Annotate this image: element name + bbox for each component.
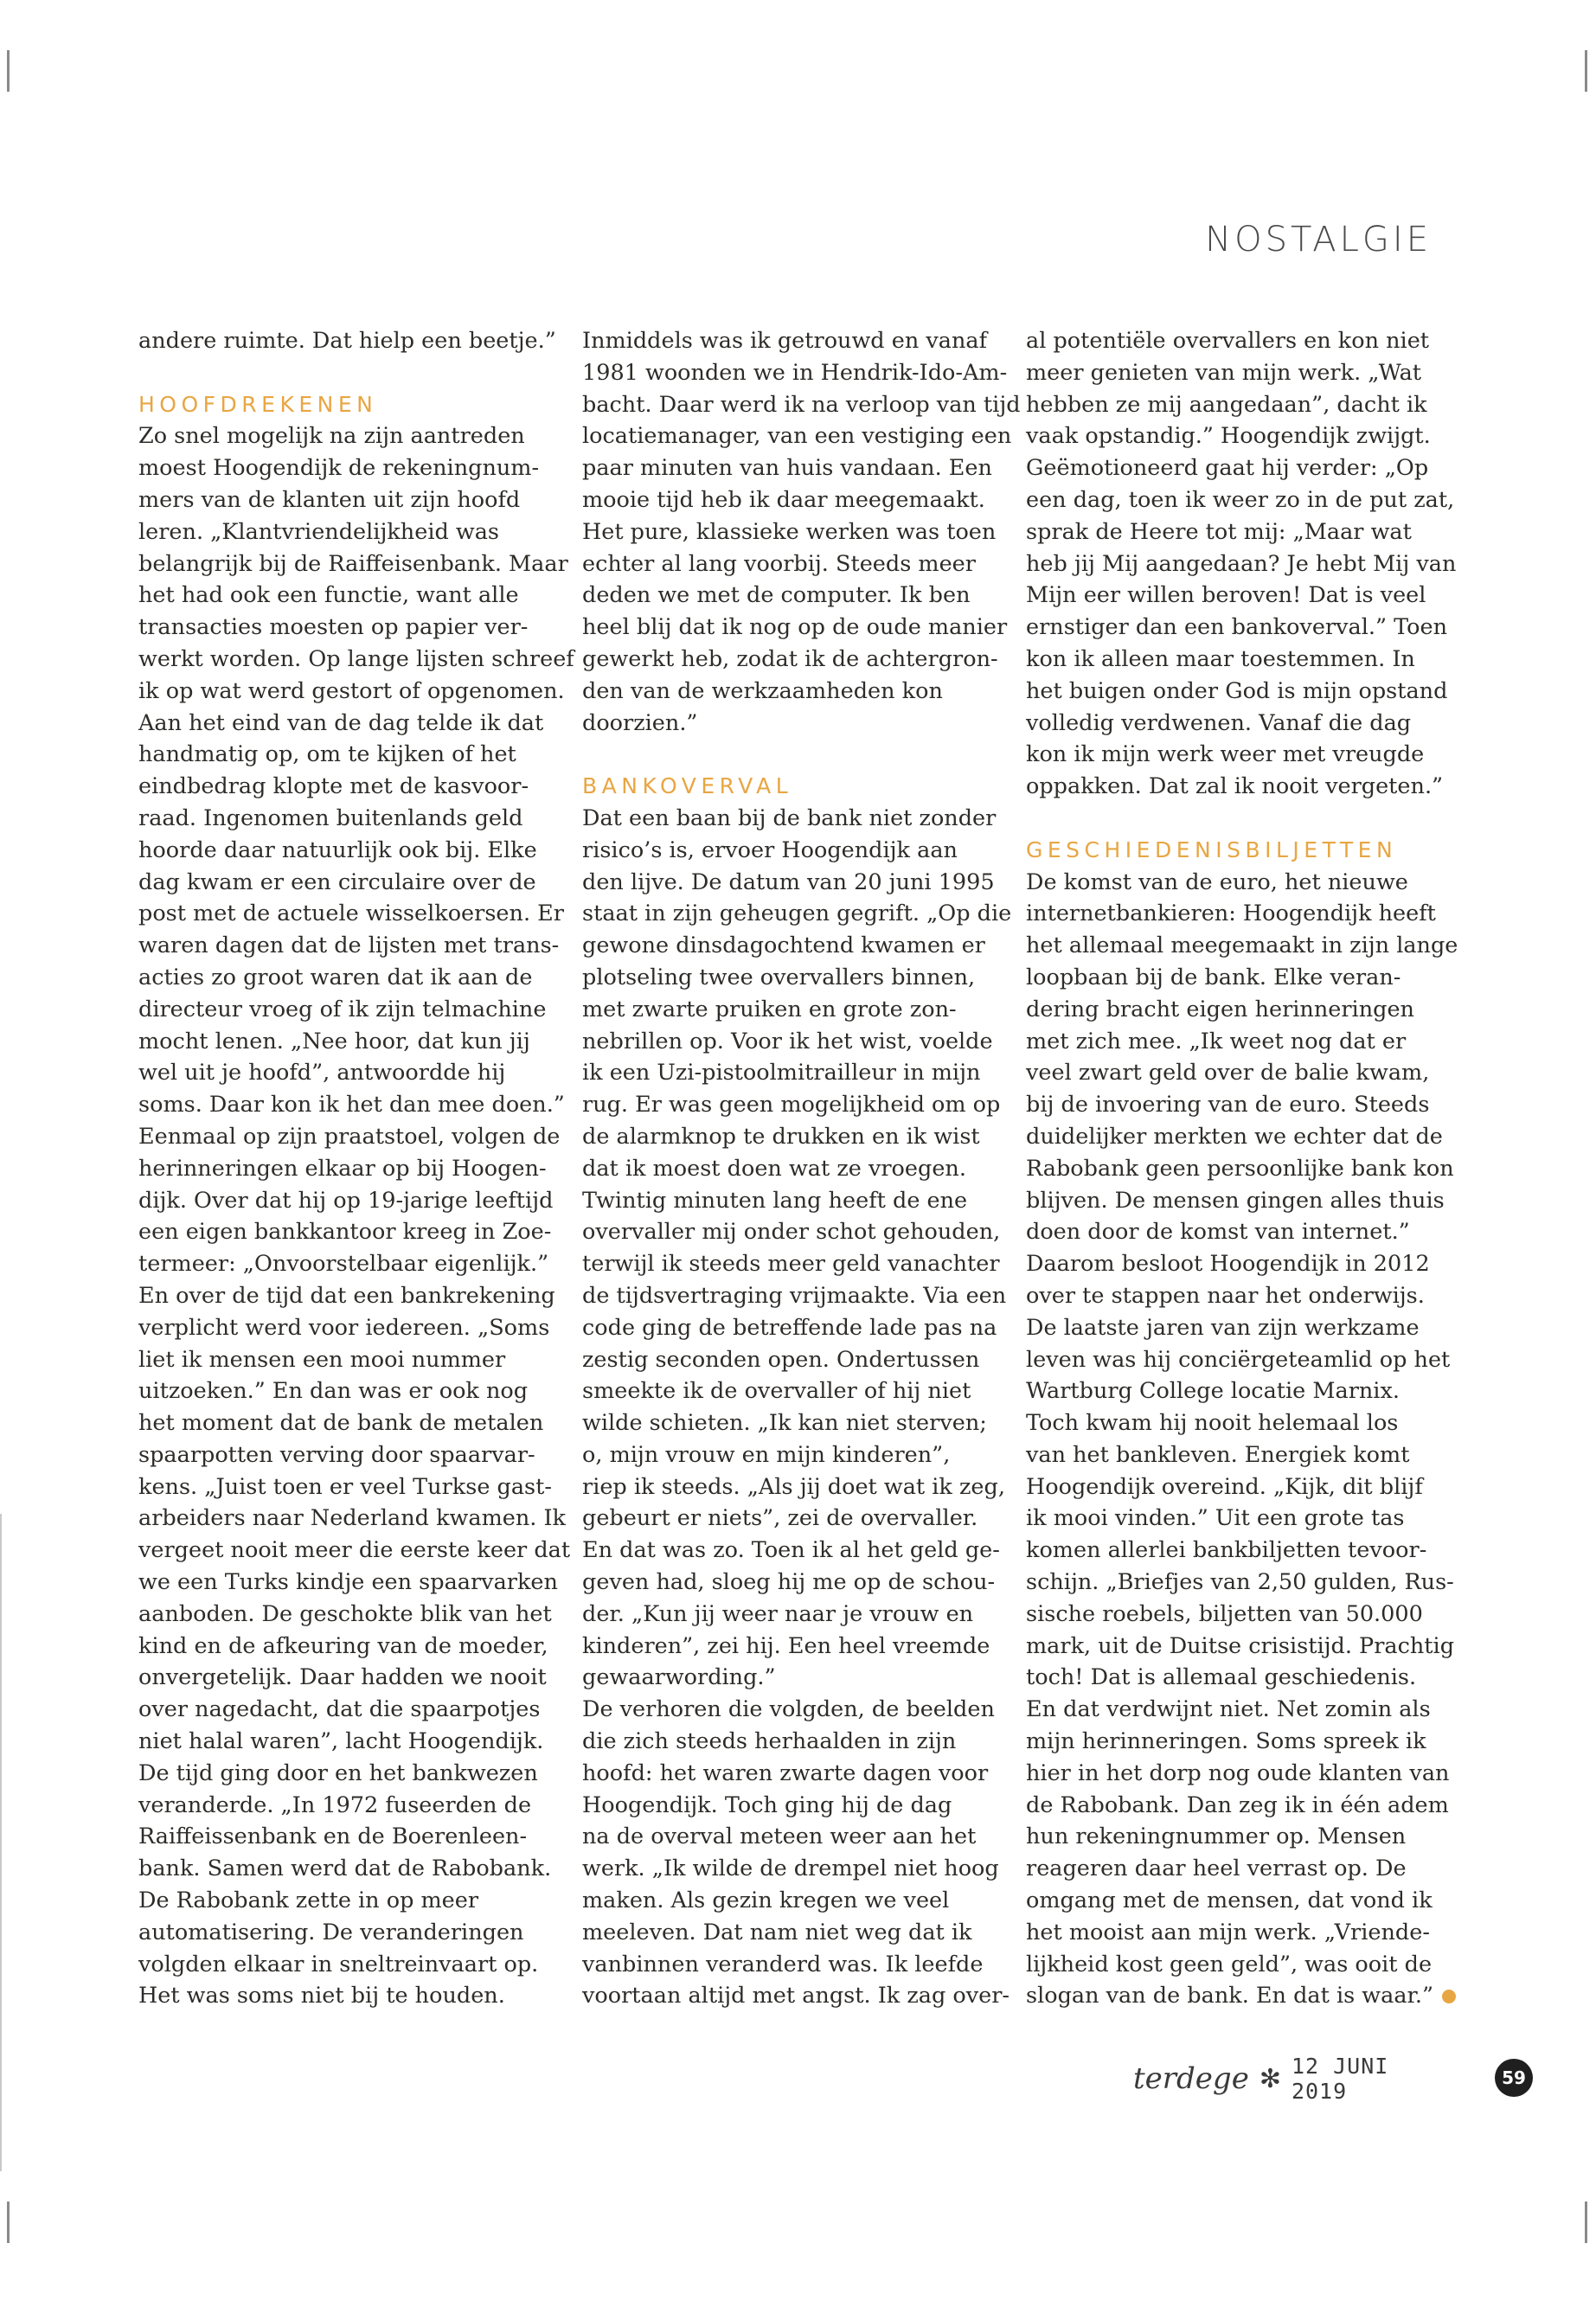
text-line: terwijl ik steeds meer geld vanachter [582, 1251, 1000, 1278]
text-line: leven was hij conciërgeteamlid op het [1026, 1346, 1451, 1373]
text-line: leren. „Klantvriendelijkheid was [138, 518, 500, 545]
text-line: van het bankleven. Energiek komt [1026, 1441, 1410, 1468]
text-line: plotseling twee overvallers binnen, [582, 964, 976, 990]
text-line: acties zo groot waren dat ik aan de [138, 964, 533, 990]
text-line: De verhoren die volgden, de beelden [582, 1696, 995, 1723]
text-line: waren dagen dat de lijsten met trans- [138, 933, 560, 959]
text-line: Wartburg College locatie Marnix. [1026, 1378, 1400, 1405]
text-line: Het was soms niet bij te houden. [138, 1983, 505, 2009]
text-line: eindbedrag klopte met de kasvoor- [138, 773, 529, 800]
text-line: mark, uit de Duitse crisistijd. Prachtig [1026, 1632, 1455, 1659]
magazine-logo: terdege [1133, 2061, 1249, 2096]
text-line: het had ook een functie, want alle [138, 582, 519, 609]
text-line: volledig verdwenen. Vanaf die dag [1026, 709, 1412, 736]
text-line: niet halal waren”, lacht Hoogendijk. [138, 1728, 544, 1755]
text-line: termeer: „Onvoorstelbaar eigenlijk.” [138, 1251, 549, 1278]
text-line: dijk. Over dat hij op 19-jarige leeftijd [138, 1187, 554, 1214]
text-line: wilde schieten. „Ik kan niet sterven; [582, 1410, 987, 1437]
text-line: wel uit je hoofd”, antwoordde hij [138, 1060, 506, 1086]
text-line: uitzoeken.” En dan was er ook nog [138, 1378, 529, 1405]
text-line: liet ik mensen een mooi nummer [138, 1346, 506, 1373]
text-line: spaarpotten verving door spaarvar- [138, 1441, 535, 1468]
text-line: voortaan altijd met angst. Ik zag over- [582, 1983, 1010, 2009]
text-line: ik een Uzi-pistoolmitrailleur in mijn [582, 1060, 981, 1086]
text-line: bank. Samen werd dat de Rabobank. [138, 1856, 552, 1882]
text-line: het moment dat de bank de metalen [138, 1410, 544, 1437]
paragraph-gap [582, 739, 989, 771]
page-number-badge: 59 [1495, 2059, 1533, 2097]
text-line: raad. Ingenomen buitenlands geld [138, 804, 523, 831]
text-line: gebeurt er niets”, zei de overvaller. [582, 1505, 978, 1532]
text-line: zestig seconden open. Ondertussen [582, 1346, 980, 1373]
text-line: En over de tijd dat een bankrekening [138, 1282, 555, 1309]
text-line: De Rabobank zette in op meer [138, 1888, 479, 1914]
text-line: dag kwam er een circulaire over de [138, 868, 536, 895]
text-column-1 [138, 325, 574, 2012]
text-line: doen door de komst van internet.” [1026, 1219, 1410, 1246]
crop-mark-top-right [1585, 50, 1587, 92]
text-line: paar minuten van huis vandaan. Een [582, 455, 992, 482]
text-line: Mijn eer willen beroven! Dat is veel [1026, 582, 1426, 609]
text-line: gewone dinsdagochtend kwamen er [582, 933, 985, 959]
text-line: vergeet nooit meer die eerste keer dat [138, 1537, 571, 1564]
text-line: over te stappen naar het onderwijs. [1026, 1282, 1425, 1309]
text-line: directeur vroeg of ik zijn telmachine [138, 996, 547, 1022]
text-line: kon ik mijn werk weer met vreugde [1026, 741, 1425, 768]
text-line: dering bracht eigen herinneringen [1026, 996, 1414, 1022]
text-line: mers van de klanten uit zijn hoofd [138, 486, 521, 513]
text-line: der. „Kun jij weer naar je vrouw en [582, 1600, 974, 1627]
text-line: smeekte ik de overvaller of hij niet [582, 1378, 971, 1405]
text-line: kon ik alleen maar toestemmen. In [1026, 645, 1415, 672]
text-line: Dat een baan bij de bank niet zonder [582, 804, 997, 831]
text-line: locatiemanager, van een vestiging een [582, 423, 1012, 450]
text-line: sprak de Heere tot mij: „Maar wat [1026, 518, 1412, 545]
text-line: risico’s is, ervoer Hoogendijk aan [582, 836, 958, 863]
text-line: andere ruimte. Dat hielp een beetje.” [138, 328, 556, 354]
text-line: De laatste jaren van zijn werkzame [1026, 1314, 1420, 1341]
text-line: hun rekeningnummer op. Mensen [1026, 1823, 1407, 1850]
text-line: omgang met de mensen, dat vond ik [1026, 1888, 1433, 1914]
text-line: En dat verdwijnt niet. Net zomin als [1026, 1696, 1431, 1723]
text-line: meer genieten van mijn werk. „Wat [1026, 359, 1422, 386]
text-line: duidelijker merkten we echter dat de [1026, 1123, 1443, 1150]
paragraph-gap [138, 357, 545, 389]
section-title: NOSTALGIE [1205, 220, 1432, 260]
text-line: hebben ze mij aangedaan”, dacht ik [1026, 391, 1427, 418]
crop-mark-bottom-left [7, 2202, 10, 2243]
text-line: hier in het dorp nog oude klanten van [1026, 1759, 1450, 1786]
text-line: reageren daar heel verrast op. De [1026, 1856, 1407, 1882]
crop-mark-top-left [7, 50, 10, 92]
text-line: De tijd ging door en het bankwezen [138, 1759, 538, 1786]
text-line: nebrillen op. Voor ik het wist, voelde [582, 1028, 993, 1054]
text-line: staat in zijn geheugen gegrift. „Op die [582, 901, 1012, 927]
text-line: de alarmknop te drukken en ik wist [582, 1123, 980, 1150]
text-line: na de overval meteen weer aan het [582, 1823, 977, 1850]
text-line: sische roebels, biljetten van 50.000 [1026, 1600, 1423, 1627]
text-line: handmatig op, om te kijken of het [138, 741, 516, 768]
text-line: deden we met de computer. Ik ben [582, 582, 971, 609]
text-line: geven had, sloeg hij me op de schou- [582, 1569, 996, 1596]
text-line: het buigen onder God is mijn opstand [1026, 677, 1448, 704]
text-line: riep ik steeds. „Als jij doet wat ik zeg, [582, 1473, 1005, 1500]
text-line: we een Turks kindje een spaarvarken [138, 1569, 558, 1596]
text-line: Hoogendijk overeind. „Kijk, dit blijf [1026, 1473, 1423, 1500]
text-line: die zich steeds herhaalden in zijn [582, 1728, 957, 1755]
text-line: een dag, toen ik weer zo in de put zat, [1026, 486, 1455, 513]
text-line: kens. „Juist toen er veel Turkse gast- [138, 1473, 553, 1500]
text-line: bacht. Daar werd ik na verloop van tijd [582, 391, 1021, 418]
text-line: gewerkt heb, zodat ik de achtergron- [582, 645, 998, 672]
text-line: vaak opstandig.” Hoogendijk zwijgt. [1026, 423, 1431, 450]
text-line: meeleven. Dat nam niet weg dat ik [582, 1919, 972, 1945]
text-line: transacties moesten op papier ver- [138, 614, 529, 641]
section-heading: HOOFDREKENEN [138, 391, 378, 417]
section-heading: BANKOVERVAL [582, 773, 793, 799]
text-line: met zwarte pruiken en grote zon- [582, 996, 957, 1022]
text-line: Geëmotioneerd gaat hij verder: „Op [1026, 455, 1429, 482]
text-line: volgden elkaar in sneltreinvaart op. [138, 1951, 539, 1977]
end-of-article-dot [1442, 1990, 1456, 2003]
text-line: mocht lenen. „Nee hoor, dat kun jij [138, 1028, 530, 1054]
text-line: Eenmaal op zijn praatstoel, volgen de [138, 1123, 561, 1150]
text-line: ernstiger dan een bankoverval.” Toen [1026, 614, 1448, 641]
text-line: met zich mee. „Ik weet nog dat er [1026, 1028, 1407, 1054]
text-line: echter al lang voorbij. Steeds meer [582, 550, 976, 577]
text-line: heel blij dat ik nog op de oude manier [582, 614, 1008, 641]
text-line: onvergetelijk. Daar hadden we nooit [138, 1664, 547, 1691]
text-column-2 [582, 325, 1021, 2012]
text-line: over nagedacht, dat die spaarpotjes [138, 1696, 541, 1723]
text-line: den lijve. De datum van 20 juni 1995 [582, 868, 995, 895]
text-line: maken. Als gezin kregen we veel [582, 1888, 950, 1914]
text-line: heb jij Mij aangedaan? Je hebt Mij van [1026, 550, 1457, 577]
text-line: arbeiders naar Nederland kwamen. Ik [138, 1505, 567, 1532]
text-line: loopbaan bij de bank. Elke veran- [1026, 964, 1401, 990]
text-line: doorzien.” [582, 709, 698, 736]
text-line: Daarom besloot Hoogendijk in 2012 [1026, 1251, 1430, 1278]
text-line: Rabobank geen persoonlijke bank kon [1026, 1155, 1454, 1182]
crop-mark-bottom-right [1585, 2202, 1587, 2243]
text-line: Raiffeissenbank en de Boerenleen- [138, 1823, 528, 1850]
text-line: rug. Er was geen mogelijkheid om op [582, 1092, 1001, 1118]
text-line: komen allerlei bankbiljetten tevoor- [1026, 1537, 1427, 1564]
text-line: schijn. „Briefjes van 2,50 gulden, Rus- [1026, 1569, 1454, 1596]
text-line: Twintig minuten lang heeft de ene [582, 1187, 968, 1214]
text-line: een eigen bankkantoor kreeg in Zoe- [138, 1219, 552, 1246]
text-line: soms. Daar kon ik het dan mee doen.” [138, 1092, 565, 1118]
text-line: Toch kwam hij nooit helemaal los [1026, 1410, 1399, 1437]
text-line: En dat was zo. Toen ik al het geld ge- [582, 1537, 1000, 1564]
text-line: de tijdsvertraging vrijmaakte. Via een [582, 1282, 1007, 1309]
text-line: herinneringen elkaar op bij Hoogen- [138, 1155, 547, 1182]
text-line: mooie tijd heb ik daar meegemaakt. [582, 486, 985, 513]
text-line: kinderen”, zei hij. Een heel vreemde [582, 1632, 990, 1659]
text-line: o, mijn vrouw en mijn kinderen”, [582, 1441, 951, 1468]
text-line: lijkheid kost geen geld”, was ooit de [1026, 1951, 1433, 1977]
text-line: code ging de betreffende lade pas na [582, 1314, 997, 1341]
text-line: Zo snel mogelijk na zijn aantreden [138, 423, 525, 450]
text-line: kind en de afkeuring van de moeder, [138, 1632, 548, 1659]
text-line: het allemaal meegemaakt in zijn lange [1026, 933, 1458, 959]
text-line: het mooist aan mijn werk. „Vriende- [1026, 1919, 1430, 1945]
page-footer [1133, 2054, 1436, 2104]
text-line: blijven. De mensen gingen alles thuis [1026, 1187, 1445, 1214]
text-line: werkt worden. Op lange lijsten schreef [138, 645, 574, 672]
text-line: Inmiddels was ik getrouwd en vanaf [582, 328, 988, 354]
text-line: vanbinnen veranderd was. Ik leefde [582, 1951, 984, 1977]
text-line: oppakken. Dat zal ik nooit vergeten.” [1026, 773, 1444, 800]
text-column-3 [1026, 325, 1458, 2012]
text-line: moest Hoogendijk de rekeningnum- [138, 455, 540, 482]
text-line: belangrijk bij de Raiffeisenbank. Maar [138, 550, 568, 577]
text-line: Hoogendijk. Toch ging hij de dag [582, 1791, 952, 1818]
text-line: overvaller mij onder schot gehouden, [582, 1219, 1001, 1246]
asterisk-icon: ✻ [1259, 2063, 1281, 2094]
text-line: al potentiële overvallers en kon niet [1026, 328, 1430, 354]
text-line: dat ik moest doen wat ze vroegen. [582, 1155, 966, 1182]
text-line: hoorde daar natuurlijk ook bij. Elke [138, 836, 537, 863]
text-line: de Rabobank. Dan zeg ik in één adem [1026, 1791, 1449, 1818]
text-line: mijn herinneringen. Soms spreek ik [1026, 1728, 1426, 1755]
text-line: verplicht werd voor iedereen. „Soms [138, 1314, 550, 1341]
text-line: Aan het eind van de dag telde ik dat [138, 709, 544, 736]
text-line: den van de werkzaamheden kon [582, 677, 943, 704]
text-line: 1981 woonden we in Hendrik-Ido-Am- [582, 359, 1008, 386]
text-line: werk. „Ik wilde de drempel niet hoog [582, 1856, 999, 1882]
text-line: De komst van de euro, het nieuwe [1026, 868, 1408, 895]
text-line: veel zwart geld over de balie kwam, [1026, 1060, 1430, 1086]
section-heading: GESCHIEDENISBILJETTEN [1026, 836, 1398, 862]
text-line: aanboden. De geschokte blik van het [138, 1600, 552, 1627]
text-line: Het pure, klassieke werken was toen [582, 518, 997, 545]
text-line: automatisering. De veranderingen [138, 1919, 524, 1945]
text-line: bij de invoering van de euro. Steeds [1026, 1092, 1430, 1118]
margin-rule-left [0, 1514, 2, 2171]
text-line: toch! Dat is allemaal geschiedenis. [1026, 1664, 1417, 1691]
text-line: internetbankieren: Hoogendijk heeft [1026, 901, 1436, 927]
text-line: ik mooi vinden.” Uit een grote tas [1026, 1505, 1405, 1532]
text-line: slogan van de bank. En dat is waar.” [1026, 1980, 1433, 2012]
text-line: ik op wat werd gestort of opgenomen. [138, 677, 565, 704]
issue-date: 12 JUNI 2019 [1291, 2054, 1389, 2104]
text-line: post met de actuele wisselkoersen. Er [138, 901, 564, 927]
text-line: gewaarwording.” [582, 1664, 776, 1691]
paragraph-gap [1026, 803, 1433, 835]
text-line: veranderde. „In 1972 fuseerden de [138, 1791, 532, 1818]
text-line: hoofd: het waren zwarte dagen voor [582, 1759, 989, 1786]
